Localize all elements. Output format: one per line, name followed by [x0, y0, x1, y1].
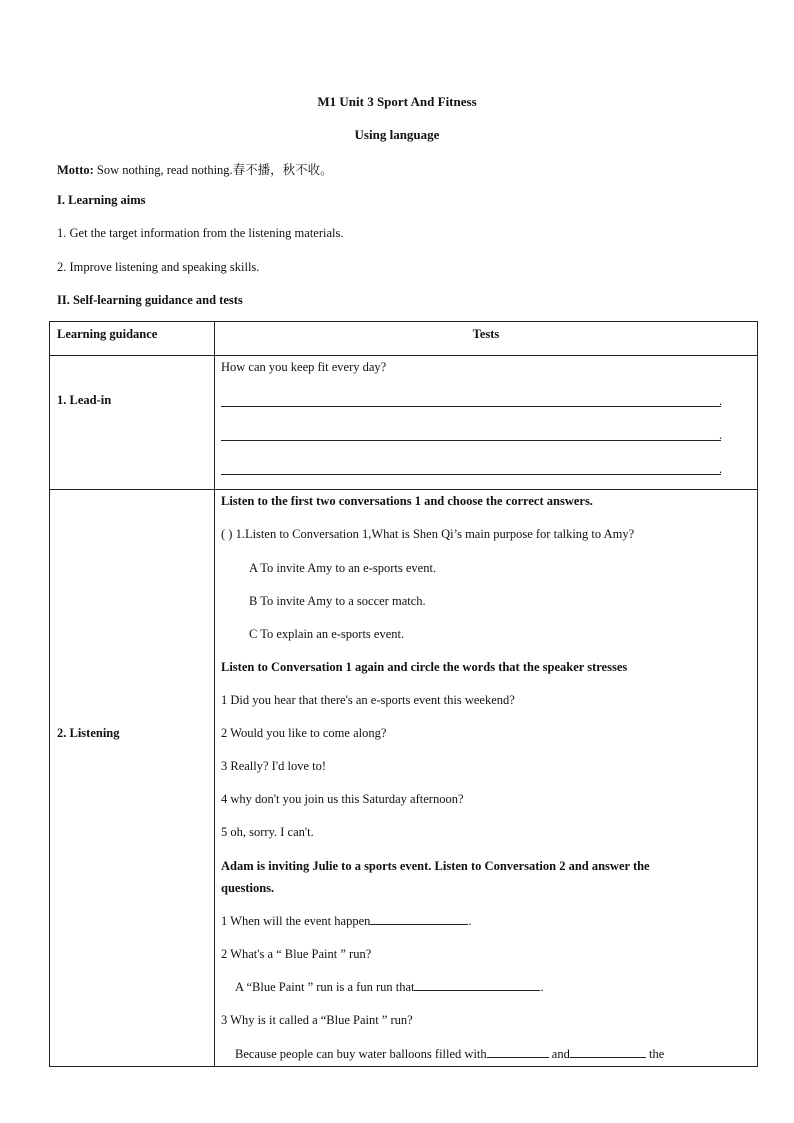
answer-what-period: .	[540, 980, 544, 994]
question-why: 3 Why is it called a “Blue Paint ” run?	[221, 1013, 413, 1027]
leadin-question: How can you keep fit every day?	[221, 360, 387, 374]
blank-why-1[interactable]	[487, 1047, 549, 1058]
motto-line	[57, 160, 333, 178]
question-when-text: 1 When will the event happen	[221, 914, 371, 928]
blank-what[interactable]	[414, 980, 540, 991]
answer-line-2-period: .	[719, 428, 723, 442]
leadin-tests-cell	[215, 356, 758, 490]
header-cell-tests	[215, 322, 758, 356]
header-tests: Tests	[472, 327, 500, 341]
listening-task-3-line-2: questions.	[221, 881, 275, 895]
option-b[interactable]: B To invite Amy to a soccer match.	[249, 594, 426, 608]
guidance-table	[49, 321, 758, 1067]
answer-what-text: A “Blue Paint ” run is a fun run that	[235, 980, 415, 994]
table-row-listening	[50, 490, 758, 1067]
answer-line-2[interactable]	[221, 440, 721, 441]
sentence-4: 4 why don't you join us this Saturday afternoon?	[221, 792, 464, 806]
leadin-label: 1. Lead-in	[57, 393, 112, 407]
answer-bracket[interactable]: ( )	[221, 527, 233, 541]
question-what: 2 What's a “ Blue Paint ” run?	[221, 947, 372, 961]
option-c[interactable]: C To explain an e-sports event.	[249, 627, 405, 641]
question-when	[221, 914, 472, 929]
listening-task-1: Listen to the first two conversations 1 and choose the correct answers.	[221, 494, 593, 508]
answer-why-and: and	[548, 1047, 570, 1061]
learning-aims-heading: I. Learning aims	[57, 193, 146, 207]
table-row-leadin	[50, 356, 758, 490]
answer-line-1[interactable]	[221, 406, 721, 407]
answer-line-3-period: .	[719, 462, 723, 476]
aim-item-1: 1. Get the target information from the listening materials.	[57, 226, 344, 240]
question-1-text: 1.Listen to Conversation 1,What is Shen Qi’s main purpose for talking to Amy?	[232, 527, 635, 541]
document-subtitle: Using language	[354, 127, 440, 142]
motto-label: Motto:	[57, 163, 94, 177]
listening-task-3-line-1: Adam is inviting Julie to a sports event. Listen to Conversation 2 and answer the	[221, 859, 650, 873]
question-when-period: .	[468, 914, 472, 928]
self-learning-heading: II. Self-learning guidance and tests	[57, 293, 243, 307]
listening-label: 2. Listening	[57, 726, 120, 740]
header-learning-guidance: Learning guidance	[57, 327, 158, 341]
answer-line-1-period: .	[719, 394, 723, 408]
listening-label-cell	[50, 490, 215, 1067]
blank-why-2[interactable]	[570, 1047, 646, 1058]
answer-line-3[interactable]	[221, 474, 721, 475]
listening-tests-cell	[215, 490, 758, 1067]
header-cell-guidance	[50, 322, 215, 356]
option-a[interactable]: A To invite Amy to an e-sports event.	[249, 561, 437, 575]
answer-why	[235, 1047, 664, 1062]
leadin-label-cell	[50, 356, 215, 490]
question-1	[221, 527, 634, 542]
document-title: M1 Unit 3 Sport And Fitness	[317, 94, 477, 109]
answer-why-text: Because people can buy water balloons filled with	[235, 1047, 487, 1061]
motto-text: Sow nothing, read nothing.春不播，秋不收。	[93, 163, 333, 177]
table-header-row	[50, 322, 758, 356]
sentence-3: 3 Really? I'd love to!	[221, 759, 326, 773]
answer-why-end: the	[645, 1047, 665, 1061]
sentence-1: 1 Did you hear that there's an e-sports event this weekend?	[221, 693, 515, 707]
blank-when[interactable]	[370, 914, 468, 925]
sentence-2: 2 Would you like to come along?	[221, 726, 387, 740]
answer-what	[235, 980, 544, 995]
aim-item-2: 2. Improve listening and speaking skills.	[57, 260, 260, 274]
listening-task-2: Listen to Conversation 1 again and circle the words that the speaker stresses	[221, 660, 628, 674]
sentence-5: 5 oh, sorry. I can't.	[221, 825, 314, 839]
